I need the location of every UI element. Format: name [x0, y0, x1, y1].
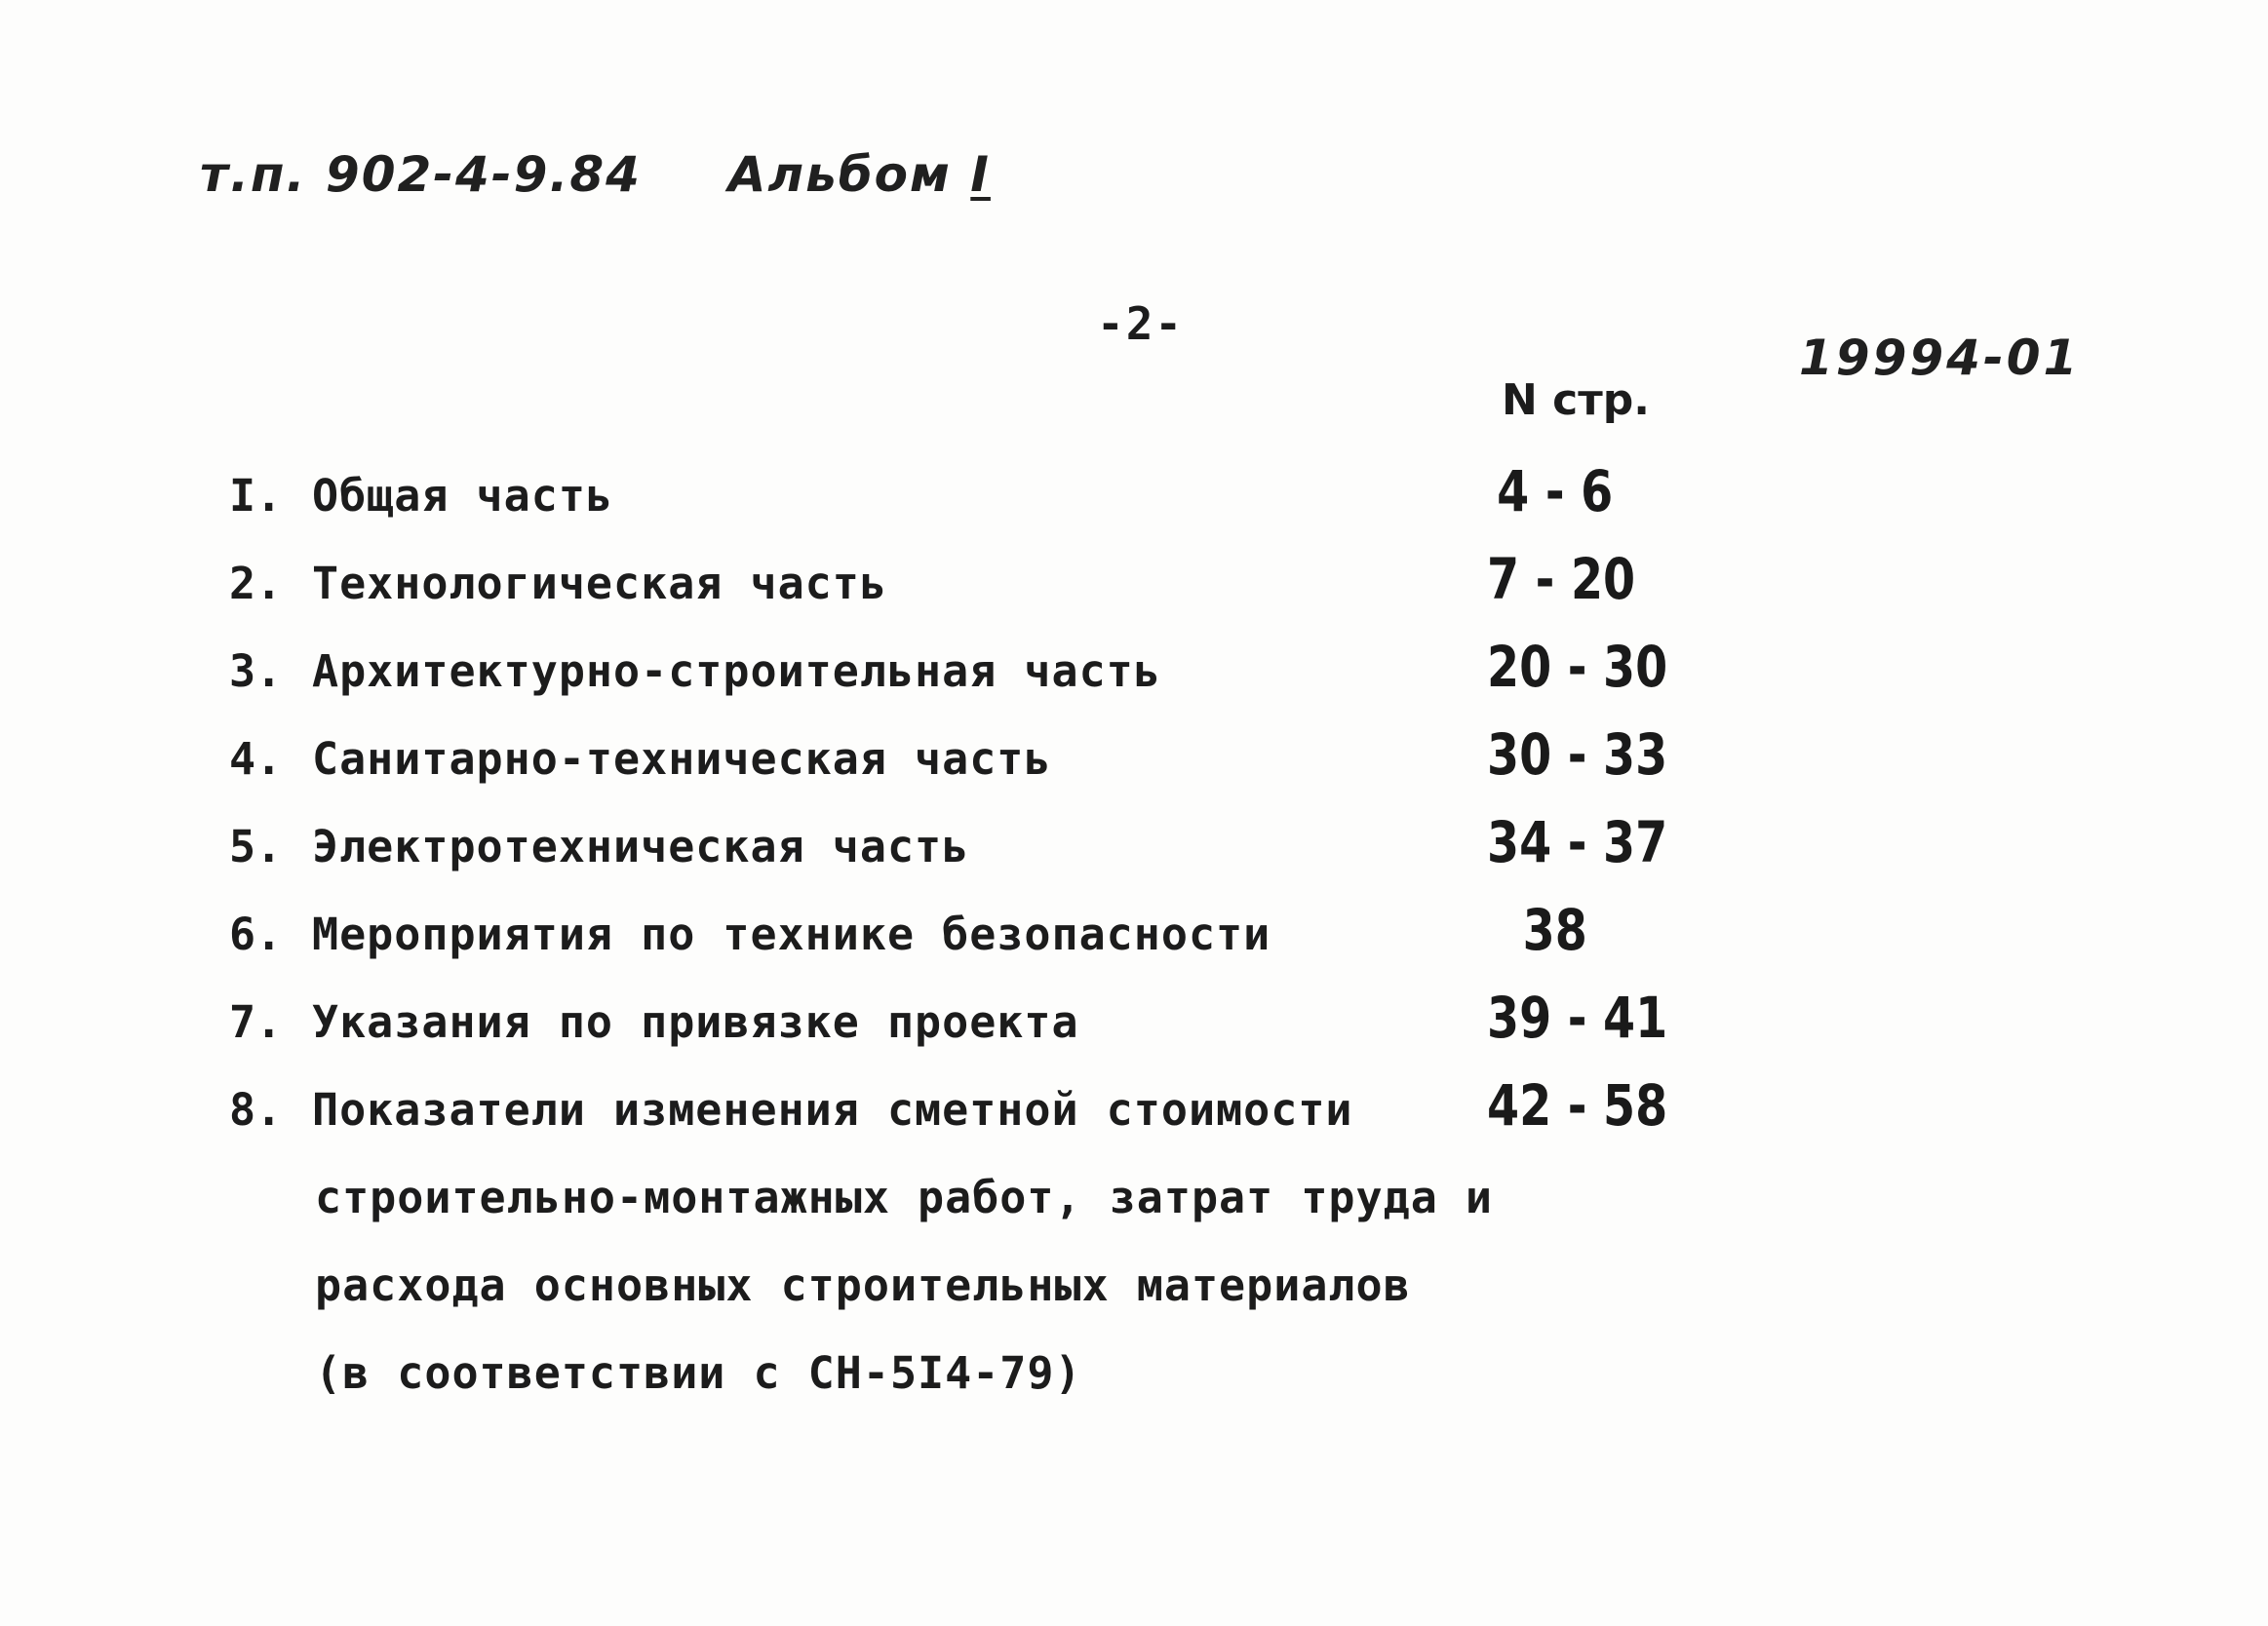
toc-item — [229, 809, 1692, 897]
toc-item-title-line: расхода основных строительных материалов — [315, 1259, 1411, 1311]
toc-item — [229, 721, 1692, 809]
toc-item-title: Электротехническая часть — [312, 821, 970, 872]
toc-item-title-line: (в соответствии с СН-5I4-79) — [315, 1347, 1082, 1399]
toc-item-title: Общая часть — [312, 470, 614, 522]
toc-item-pages: 4 - 6 — [1497, 458, 1614, 524]
toc-item — [229, 546, 1692, 634]
toc-item-pages: 30 - 33 — [1487, 721, 1668, 788]
toc-item-pages: 20 - 30 — [1487, 634, 1668, 700]
toc-item-pages: 39 - 41 — [1487, 985, 1668, 1051]
toc-item-number: 8. — [229, 1084, 283, 1136]
toc-item-title: Показатели изменения сметной стоимости — [312, 1084, 1353, 1136]
inventory-number: 19994-01 — [1799, 329, 2081, 386]
document-reference — [200, 146, 991, 203]
toc-item — [229, 1072, 1692, 1160]
toc-item-title: Санитарно-техническая часть — [312, 733, 1052, 785]
toc-item-title: Мероприятия по технике безопасности — [312, 909, 1271, 960]
toc-item-continuation — [229, 1160, 1692, 1248]
toc-item-number: 2. — [229, 558, 283, 609]
toc-item-number: I. — [229, 470, 283, 522]
toc-item-title: Архитектурно-строительная часть — [312, 645, 1161, 697]
toc-item — [229, 458, 1692, 546]
toc-item-number: 5. — [229, 821, 283, 872]
toc-item-continuation — [229, 1336, 1692, 1423]
toc-item-pages: 38 — [1522, 897, 1587, 963]
album-label: Альбом — [727, 146, 952, 203]
toc-item-pages: 34 - 37 — [1487, 809, 1668, 875]
pages-column-header: N стр. — [1502, 375, 1650, 425]
toc-item-title: Указания по привязке проекта — [312, 996, 1079, 1048]
toc-item-pages: 7 - 20 — [1487, 546, 1636, 612]
toc-item-pages: 42 - 58 — [1487, 1072, 1668, 1139]
toc-item-title: Технологическая часть — [312, 558, 887, 609]
toc-item-number: 6. — [229, 909, 283, 960]
toc-item — [229, 985, 1692, 1072]
doc-ref-code: т.п. 902-4-9.84 — [200, 146, 642, 203]
toc-item — [229, 897, 1692, 985]
table-of-contents — [229, 458, 1692, 1423]
toc-item-continuation — [229, 1248, 1692, 1336]
toc-item — [229, 634, 1692, 721]
toc-item-number: 7. — [229, 996, 283, 1048]
toc-item-number: 4. — [229, 733, 283, 785]
toc-item-title-line: строительно-монтажных работ, затрат труда и — [315, 1172, 1493, 1223]
page-number: -2- — [1097, 297, 1185, 350]
toc-item-number: 3. — [229, 645, 283, 697]
album-number: I — [970, 146, 991, 203]
